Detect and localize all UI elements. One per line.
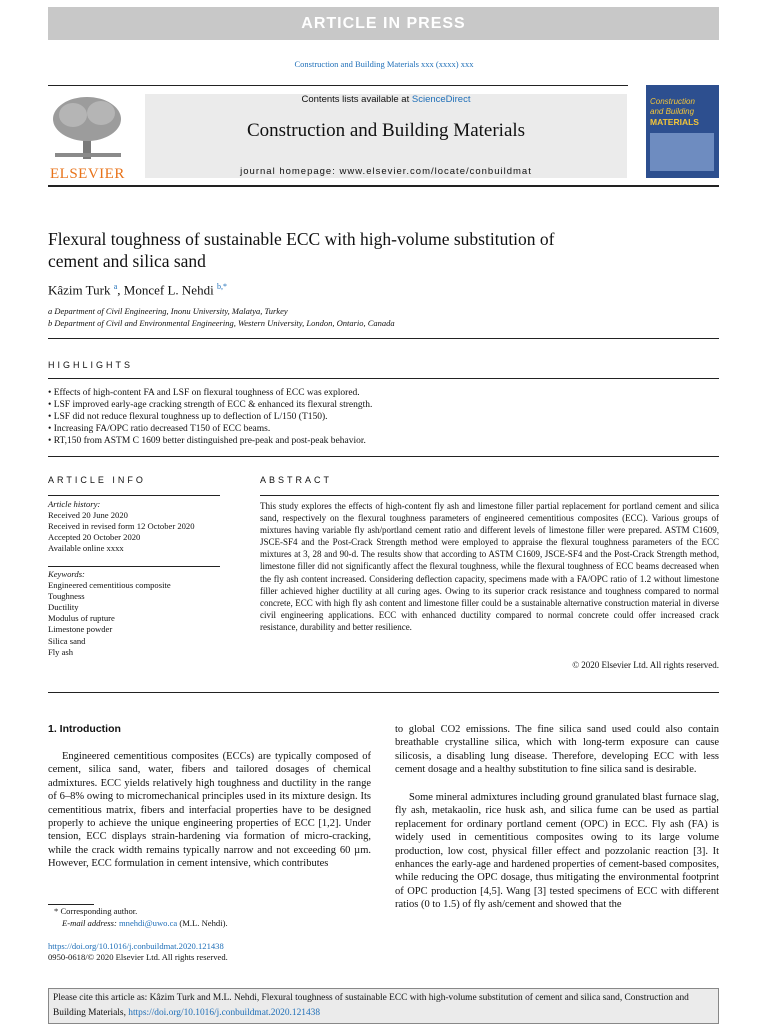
footnote-rule (48, 904, 94, 905)
divider (48, 495, 220, 496)
abstract-text: This study explores the effects of high-content fly ash and limestone filler partial replacement for portland cement and silica sand, respectively on the flexural toughness parameters of engineered cementitious composites (ECC). Various groups of mixtures having variable fly ash/portland cement ratio and different levels of limestone filler were prepared. ASTM C1609, JSCE-SF4 and the Post-Crack Strength method were employed to appraise the flexural toughness parameters of the ECC mixtures at 3, 28 and 90-d. The results show that according to ASTM C1609, JSCE-SF4 and the Post-Crack Strength method, limestone filler did not significantly affect the flexural toughness, while the flexural toughness of ECC beams decreased when the fly ash content increased. Considering deflection capacity, specimens made with a FA/OPC ratio of 1.2 without limestone filler achieved higher ductility at all curing ages. Owing to its superior crack resistance and toughness compared to normal concrete, ECC with high fly ash content and limestone filler could be a sustainable alternative construction material in diverse civil engineering applications. ECC with enhanced ductility compared to normal concrete could offer increased crack resistance, durability and better resilience. (260, 501, 719, 632)
abstract-copyright: © 2020 Elsevier Ltd. All rights reserved. (572, 660, 719, 670)
affiliation-b: b Department of Civil and Environmental Engineering, Western University, London, Ontario, Canada (48, 318, 395, 328)
highlight-item: • LSF improved early-age cracking strength of ECC & enhanced its flexural strength. (48, 400, 373, 410)
divider (260, 495, 719, 496)
introduction-heading: 1. Introduction (48, 723, 121, 735)
issn-copyright: 0950-0618/© 2020 Elsevier Ltd. All rights reserved. (48, 952, 228, 962)
divider (48, 378, 719, 379)
right-column-paragraph-1: to global CO2 emissions. The fine silica sand used could also contain breathable crystalline silica, which with long-term exposure can cause silicosis, a disabling lung disease. Therefore, developing ECC with less cement dosage and a healthy substitution to fine silica sand is desirable. (395, 724, 719, 776)
intro-paragraph-1: Engineered cementitious composites (ECCs) are typically composed of cement, silica sand, water, fibers and tailored dosages of chemical admixtures. ECC yields relatively high toughness and ductility in the range of 6–8% owing to micromechanical principles used in its mixture design. Its cementitious matrix, fibers and interfacial properties have to be designed properly to achieve the unique engineering properties of ECC [1,2]. Under tension, ECC displays strain-hardening via formation of micro-cracking, while the crack width remains typically narrow and not exceeding 60 µm. However, ECC formulation in cement intensive, which contributes (48, 751, 371, 870)
highlight-item: • RT,150 from ASTM C 1609 better distinguished pre-peak and post-peak behavior. (48, 436, 366, 446)
journal-cover-image: Construction and Building MATERIALS (646, 85, 719, 178)
abstract-heading: ABSTRACT (260, 475, 333, 485)
affiliation-a: a Department of Civil Engineering, Inonu University, Malatya, Turkey (48, 306, 288, 316)
keywords-list: Keywords: Engineered cementitious composite Toughness Ductility Modulus of rupture Limestone powder Silica sand Fly ash (48, 569, 171, 657)
highlight-item: • Increasing FA/OPC ratio decreased T150 of ECC beams. (48, 424, 271, 434)
highlight-item: • LSF did not reduce flexural toughness up to deflection of L/150 (T150). (48, 412, 328, 422)
divider (48, 566, 220, 567)
sciencedirect-link[interactable]: ScienceDirect (411, 94, 471, 105)
elsevier-wordmark: ELSEVIER (50, 166, 125, 182)
paper-title: Flexural toughness of sustainable ECC with high-volume substitution of cement and silica sand (48, 229, 555, 271)
divider (48, 456, 719, 457)
elsevier-tree-logo (49, 95, 127, 161)
author-email-link[interactable]: mnehdi@uwo.ca (118, 918, 178, 928)
article-history: Article history: Received 20 June 2020 Received in revised form 12 October 2020 Accepted 20 October 2020 Available online xxxx (48, 499, 195, 554)
journal-citation-link[interactable]: Construction and Building Materials xxx (xxxx) xxx (294, 59, 474, 69)
right-column-paragraph-2: Some mineral admixtures including ground granulated blast furnace slag, fly ash, metakaolin, rice husk ash, and silica fume can be used as partial replacement for ordinary portland cement (OPC) in ECC. Fly ash (FA) is widely used in cementitious composites owing to its large volume production, low cost, physical filler effect and pozzolanic reaction [3]. It enhances the early-age and hardened properties of cement-based composites, while reducing the OPC dosage, thus mitigating the environmental footprint of OPC production [4,5]. Wang [3] tested specimens of ECC with different ratios (0 to 1.5) of fly ash/cement and showed that the (395, 792, 719, 911)
email-note: E-mail address: mnehdi@uwo.ca (M.L. Nehdi). (62, 918, 228, 928)
divider (48, 338, 719, 339)
citation-doi-link[interactable]: https://doi.org/10.1016/j.conbuildmat.2020.121438 (128, 1008, 321, 1018)
journal-homepage[interactable]: journal homepage: www.elsevier.com/locate/conbuildmat (240, 166, 532, 177)
journal-title: Construction and Building Materials (246, 120, 526, 141)
article-in-press-banner: ARTICLE IN PRESS (48, 7, 719, 40)
highlight-item: • Effects of high-content FA and LSF on flexural toughness of ECC was explored. (48, 388, 360, 398)
author-list: Kâzim Turk $^a$, Moncef L. Nehdi $^{b,*}$ (48, 282, 227, 298)
header-top-rule (48, 85, 628, 86)
citation-box: Please cite this article as: Kâzim Turk and M.L. Nehdi, Flexural toughness of sustainable ECC with high-volume substitution of cement and silica sand, Construction and Building Materials, https://doi.org/10.1016/j.conbuildmat.2020.121438 (48, 988, 719, 1024)
highlights-heading: HIGHLIGHTS (48, 360, 134, 370)
divider (48, 692, 719, 693)
article-info-heading: ARTICLE INFO (48, 475, 146, 485)
contents-available: Contents lists available at ScienceDirect (301, 94, 471, 105)
corresponding-author-note: * Corresponding author. (54, 906, 138, 916)
doi-link[interactable]: https://doi.org/10.1016/j.conbuildmat.2020.121438 (48, 941, 224, 951)
header-bottom-rule (48, 185, 719, 187)
